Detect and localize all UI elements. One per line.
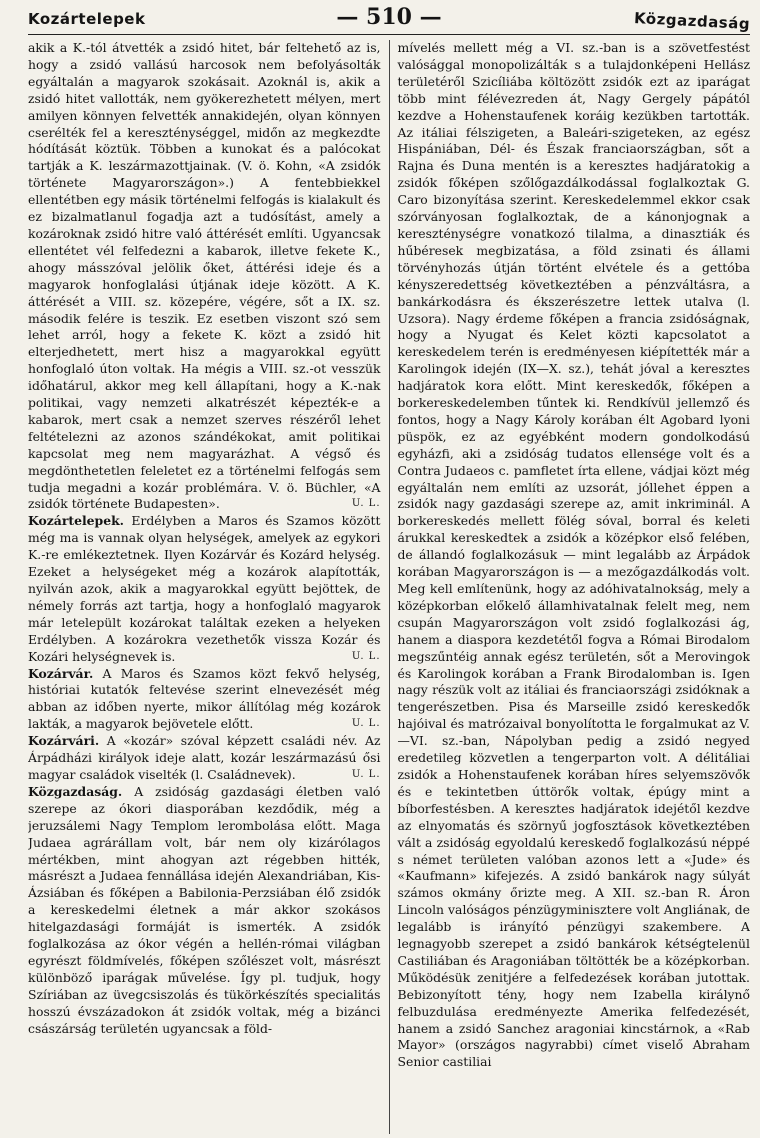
entry-headword: Közgazdaság. xyxy=(28,783,123,799)
author-signature: U. L. xyxy=(351,768,381,780)
entry-text: mívelés mellett még a VI. sz.-ban is a szövetfestést valósággal monopolizálták s a tulajdonképeni Hellász területéről Szicíliába költözött zsidók ezt az iparágat több mint félévezreden át, Nagy Gergely pápától kezdve a Hohenstaufenek koráig kezükben tartották. Az itáliai félszigeten, a Baleári-szigeteken, az egész Hispániában, Dél- és Észak franciaországban, sőt a Rajna és Duna mentén is a keresztes hadjáratokig a zsidók főképen szőlőgazdálkodással foglalkoztak G. Caro bizonyítása szerint. Kereskedelemmel ekkor csak szórványosan foglalkoztak, de a kánonjognak a kereszténységre vonatkozó tilalma, a dinasztiák és hűbéresek megbizatása, a föld zsinati és állami törvényhozás útján történt elvétele és a gettóba kényszeredettség következtében a pénzváltásra, a bankárkodásra és ékszerészetre lettek utalva (l. Uzsora). Nagy érdeme főképen a francia zsidóságnak, hogy a Nyugat és Kelet közti kapcsolatot a kereskedelem terén is eredményesen kiépítették már a Karolingok idején (IX—X. sz.), tehát jóval a keresztes hadjáratok kora előtt. Mint kereskedők, főképen a borkereskedelemben tűntek ki. Rendkívül jellemző és fontos, hogy a Nagy Károly korában élt Agobard lyoni püspök, ez az egyébként modern gondolkodású egyházfi, aki a zsidóság tudatos ellensége volt és a Contra Judaeos c. pamfletet írta ellene, vádjai közt még egyáltalán nem említi az uzsorát, jóllehet éppen a zsidók nagy gazdasági szerepe az, amit inkriminál. A borkereskedés mellett fölég sóval, borral és keleti árukkal kereskedtek a zsidók a középkor első felében, de állandó foglalkozásuk — mint legalább az Árpádok korában Magyarországon is — a mezőgazdálkodás volt. Meg kell említenünk, hogy az adóhivatalnokság, mely a középkorban előkelő államhivatalnak felelt meg, nem csupán Magyarországon volt zsidó foglalkozási ág, hanem a diaspora kezdetétől fogva a Római Birodalom megszűntéig annak egész területén, sőt a Merovingok és Karolingok korában a Frank Birodalomban is. Igen nagy részük volt az itáliai és franciaországi zsidóknak a tengerészetben. Pisa és Marseille zsidó kereskedők hajóival és matrózaival bonyolította le forgalmukat az V.—VI. sz.-ban, Nápolyban pedig a zsidó negyed eredetileg közvetlen a tengerparton volt. A délitáliai zsidók a Hohenstaufenek korában híres selyemszövők és e tekintetben úttörők voltak, épúgy mint a bíborfestésben. A keresztes hadjáratok idejétől kezdve az elnyomatás és szörnyű jogfosztások következtében vált a zsidóság egyoldalú kereskedő foglalkozású néppé s német területen valóban azonos lett a «Jude» és «Kaufmann» kifejezés. A zsidó bankárok nagy súlyát számos okmány őrizte meg. A XII. sz.-ban R. Áron Lincoln valóságos pénzügyminisztere volt Angliának, de legalább is irányító pénzügyi szakembere. A legnagyobb szerepet a zsidó bankárok kétségtelenül Castiliában és Aragoniában töltötték be a középkorban. Működésük zenitjére a felfedezések korában jutottak. Bebizonyított tény, hogy nem Izabella királynő felbuzdulása eredményezte Amerika felfedezését, hanem a zsidó Sanchez aragoniai kincstárnok, a «Rab Mayor» (országos nagyrabbi) címet viselő Abraham Senior castiliai xyxy=(397,40,750,1070)
entry-headword: Kozártelepek. xyxy=(28,513,124,529)
left-column xyxy=(28,40,390,1134)
entry-text: akik a K.-tól átvették a zsidó hitet, bár feltehető az is, hogy a zsidó vallású harcosok nem befolyásolták egyáltalán a magyarok szokásait. Azoknál is, akik a zsidó hitet vallották, nem gyökerezhetett mélyen, mert amilyen könnyen felvették annakidején, olyan könnyen cserélték fel a kereszténységgel, midőn az megkezdte hódítását köztük. Többen a kunokat és a palócokat tartják a K. leszármazottjainak. (V. ö. Kohn, «A zsidók története Magyarországon».) A fentebbiekkel ellentétben egy másik történelmi felfogás is kialakult és ez bizalmatlanul fogadja azt a tudósítást, amely a kozároknak zsidó hitre való áttérését említi. Ugyancsak ellentétet vél felfedezni a kabarok, illetve fekete K., ahogy másszóval jelölik őket, áttérési ideje és a magyarok honfoglalási útjának ideje között. A K. áttérését a VIII. sz. közepére, végére, sőt a IX. sz. második felére is teszik. Ez esetben viszont szó sem lehet arról, hogy a fekete K. közt a zsidó hit elterjedhetett, mert hisz a magyarokkal együtt honfoglaló úton voltak. Ha mégis a VIII. sz.-ot vesszük időhatárul, akkor meg kell állapítani, hogy a K.-nak politikai, vagy nemzeti alkatrészét képezték-e a kabarok, mert csak a nemzet szerves részéről lehet feltételezni az azonos szándékokat, amit politikai kapcsolat meg nem magyarázhat. A végső és megdönthetetlen feleletet ez a történelmi felfogás sem tudja megadni a kozár problémára. V. ö. Büchler, «A zsidók története Budapesten». xyxy=(28,40,381,512)
author-signature: U. L. xyxy=(351,498,381,510)
entry-text: A zsidóság gazdasági életben való szerepe az ókori diasporában kezdődik, még a jeruzsálemi Nagy Templom lerombolása előtt. Maga Judaea agrárállam volt, bár nem oly kizárólagos mértékben, mint ahogyan azt régebben hitték, másrészt a Judaea fennállása idején Alexandriában, Kis-Ázsiában és főképen a Babilonia-Perzsiában élő zsidók a kereskedelmi életnek a már akkor szokásos hitelgazdasági formáját is ismerték. A zsidók foglalkozása az ókor végén a hellén-római világban egyrészt földmívelés, főképen szőlészet volt, másrészt különböző iparágak művelése. Így pl. tudjuk, hogy Szíriában az üvegcsiszolás és tükörkészítés specialitás hosszú évszázadokon át zsidók voltak, még a bizánci császárság területén ugyancsak a föld- xyxy=(28,783,381,1036)
entry-text: A «kozár» szóval képzett családi név. Az Árpádházi királyok ideje alatt, kozár leszármazású ősi magyar családok viselték (l. Családnevek). xyxy=(28,733,381,782)
entry-headword: Kozárvár. xyxy=(28,665,94,681)
author-signature: U. L. xyxy=(351,718,381,730)
entry-text: A Maros és Szamos közt fekvő helység, históriai kutatók feltevése szerint elnevezését még abban az időben nyerte, mikor állítólag még kozárok lakták, a magyarok bejövetele előtt. xyxy=(28,665,381,732)
entry-headword: Kozárvári. xyxy=(28,733,100,749)
two-column-body xyxy=(28,40,750,1134)
entry-kozarvar xyxy=(28,666,381,734)
entry-kozarvari xyxy=(28,733,381,784)
running-head-right: Közgazdaság xyxy=(633,8,751,34)
running-head-left: Kozártelepek xyxy=(28,10,146,28)
entry-kozgazdasag xyxy=(28,784,381,1038)
right-column xyxy=(390,40,751,1134)
entry-text: Erdélyben a Maros és Szamos között még ma is vannak olyan helységek, amelyek az egykori K.-re emlékeztetnek. Ilyen Kozárvár és Kozárd helység. Ezeket a helységeket még a kozárok alapították, nyilván azok, akik a magyarokkal együtt bejöttek, de némely forrás azt tartja, hogy a honfoglaló magyarok már letelepült kozárokat találtak ezeken a helyeken Erdélyben. A kozárokra vezethetők vissza Kozár és Kozári helységnevek is. xyxy=(28,513,381,664)
page-number: — 510 — xyxy=(336,4,442,30)
entry-continuation xyxy=(28,40,381,513)
entry-kozgazdasag-continued xyxy=(398,40,751,1071)
running-head xyxy=(28,4,750,34)
header-rule xyxy=(28,34,750,35)
entry-kozartelepek xyxy=(28,513,381,665)
author-signature: U. L. xyxy=(351,650,381,662)
